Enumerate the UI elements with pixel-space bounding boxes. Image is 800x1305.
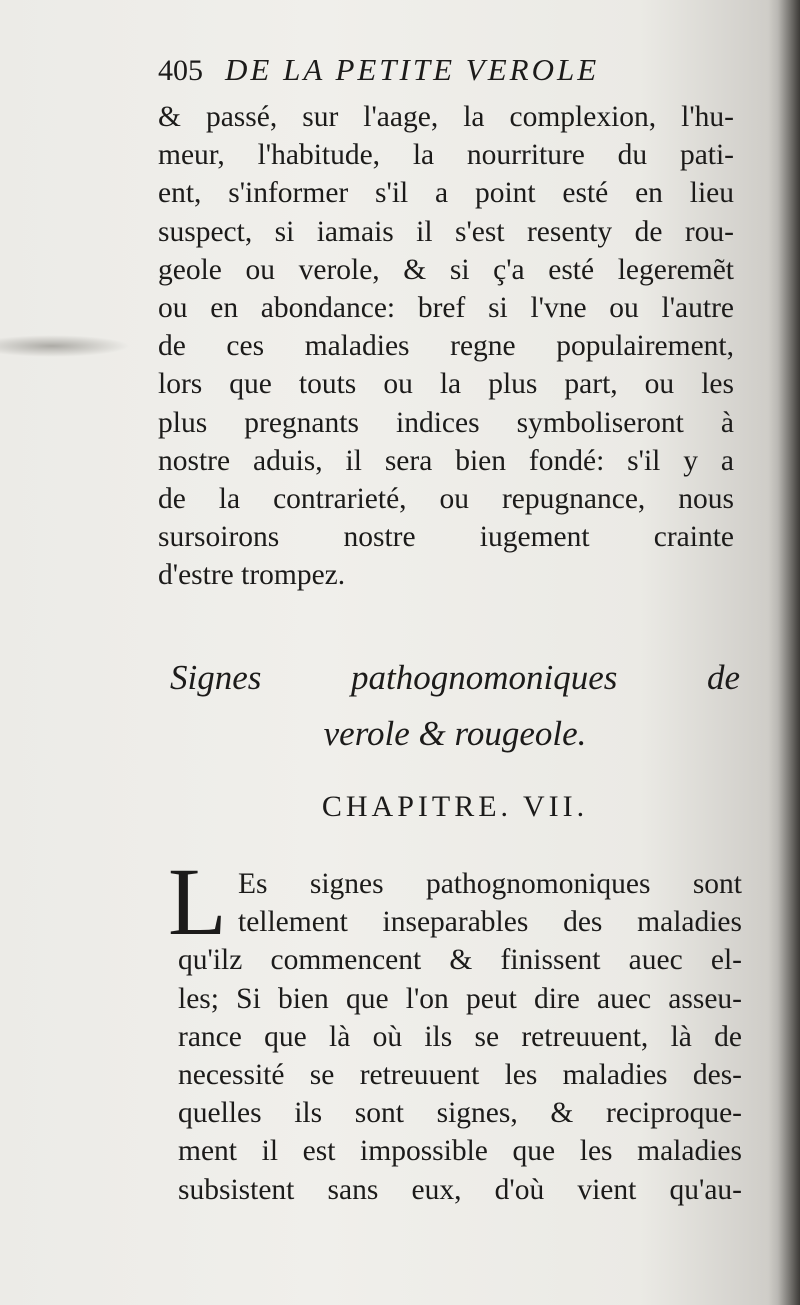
page-number: 405 — [158, 54, 203, 87]
text-line: ent, s'informer s'il a point esté en lieu — [158, 177, 734, 210]
text-line: Es signes pathognomoniques sont — [238, 868, 742, 900]
heading-line: Signes pathognomoniques de — [170, 658, 740, 697]
text-line: sursoirons nostre iugement crainte — [158, 521, 734, 554]
heading-line: verole & rougeole. — [323, 714, 587, 753]
text-line: ou en abondance: bref si l'vne ou l'autre — [158, 291, 734, 324]
section-heading — [170, 650, 740, 762]
text-line: nostre aduis, il sera bien fondé: s'il y a — [158, 444, 734, 477]
text-line: necessité se retreuuent les maladies des- — [178, 1058, 742, 1091]
text-line: meur, l'habitude, la nourriture du pati- — [158, 139, 734, 172]
chapter-label: CHAPITRE. VII. — [321, 790, 589, 823]
page-gutter-shadow — [778, 0, 800, 1305]
text-line: quelles ils sont signes, & reciproque- — [178, 1097, 742, 1130]
paragraph-1 — [158, 98, 734, 594]
text-line: les; Si bien que l'on peut dire auec asseu- — [178, 982, 742, 1015]
text-line: d'estre trompez. — [158, 559, 346, 592]
text-line: de la contrarieté, ou repugnance, nous — [158, 482, 734, 515]
text-line: lors que touts ou la plus part, ou les — [158, 368, 734, 401]
text-line: qu'ilz commencent & finissent auec el- — [178, 944, 742, 977]
text-line: de ces maladies regne populairement, — [158, 330, 734, 363]
text-line: suspect, si iamais il s'est resenty de rou- — [158, 215, 734, 248]
running-title: DE LA PETITE VEROLE — [225, 52, 600, 87]
running-head — [158, 52, 738, 96]
text-line: geole ou verole, & si ç'a esté legeremẽt — [158, 253, 734, 286]
text-line: & passé, sur l'aage, la complexion, l'hu- — [158, 101, 734, 133]
drop-cap: L — [168, 848, 227, 955]
text-line: subsistent sans eux, d'où vient qu'au- — [178, 1173, 742, 1206]
text-line: ment il est impossible que les maladies — [178, 1135, 742, 1168]
ink-smudge — [0, 335, 130, 357]
text-line: rance que là où ils se retreuuent, là de — [178, 1020, 742, 1053]
paragraph-2 — [178, 865, 742, 1209]
text-line: plus pregnants indices symboliseront à — [158, 406, 734, 439]
text-line: tellement inseparables des maladies — [238, 906, 742, 939]
